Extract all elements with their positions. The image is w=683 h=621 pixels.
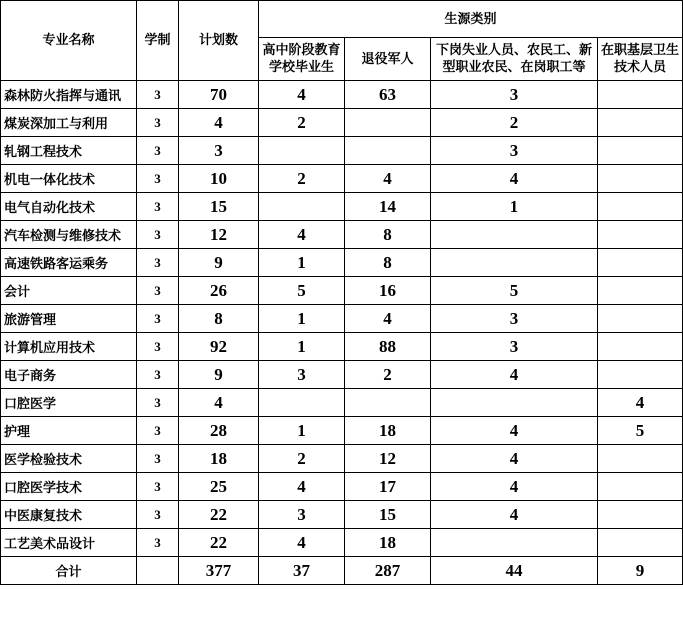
hs-grad-cell [259, 389, 345, 417]
veteran-cell [345, 137, 431, 165]
duration-cell: 3 [137, 137, 179, 165]
major-cell: 森林防火指挥与通讯 [1, 81, 137, 109]
table-row [1, 137, 683, 165]
plan-cell: 28 [179, 417, 259, 445]
laidoff-cell: 3 [431, 137, 598, 165]
hs-grad-cell: 2 [259, 165, 345, 193]
laidoff-cell [431, 249, 598, 277]
hs-grad-cell: 3 [259, 501, 345, 529]
major-cell: 机电一体化技术 [1, 165, 137, 193]
duration-cell: 3 [137, 193, 179, 221]
health-worker-cell [598, 81, 683, 109]
plan-cell: 10 [179, 165, 259, 193]
major-cell: 口腔医学 [1, 389, 137, 417]
table-row [1, 305, 683, 333]
table-row [1, 109, 683, 137]
health-worker-cell [598, 305, 683, 333]
hs-grad-cell: 2 [259, 109, 345, 137]
laidoff-cell: 4 [431, 361, 598, 389]
health-worker-cell: 5 [598, 417, 683, 445]
table-row [1, 333, 683, 361]
major-cell: 医学检验技术 [1, 445, 137, 473]
major-cell: 轧钢工程技术 [1, 137, 137, 165]
plan-cell: 92 [179, 333, 259, 361]
laidoff-cell: 4 [431, 501, 598, 529]
health-worker-cell: 4 [598, 389, 683, 417]
table-row [1, 277, 683, 305]
veteran-cell: 4 [345, 165, 431, 193]
health-worker-cell [598, 221, 683, 249]
veteran-cell: 14 [345, 193, 431, 221]
table-row [1, 193, 683, 221]
hs-grad-cell: 4 [259, 221, 345, 249]
veteran-cell: 88 [345, 333, 431, 361]
health-worker-cell [598, 361, 683, 389]
major-cell: 煤炭深加工与利用 [1, 109, 137, 137]
duration-cell: 3 [137, 417, 179, 445]
laidoff-cell [431, 221, 598, 249]
laidoff-cell: 3 [431, 333, 598, 361]
veteran-cell: 4 [345, 305, 431, 333]
hs-grad-cell: 5 [259, 277, 345, 305]
table-row [1, 221, 683, 249]
health-worker-cell [598, 193, 683, 221]
table-row [1, 165, 683, 193]
hs-grad-cell: 2 [259, 445, 345, 473]
duration-cell: 3 [137, 81, 179, 109]
major-cell: 会计 [1, 277, 137, 305]
major-cell: 电气自动化技术 [1, 193, 137, 221]
veteran-cell [345, 389, 431, 417]
hs-grad-cell [259, 137, 345, 165]
health-worker-cell [598, 277, 683, 305]
major-cell: 旅游管理 [1, 305, 137, 333]
plan-cell: 70 [179, 81, 259, 109]
major-cell: 中医康复技术 [1, 501, 137, 529]
table-row [1, 529, 683, 557]
major-cell: 口腔医学技术 [1, 473, 137, 501]
health-worker-cell [598, 137, 683, 165]
header-veterans: 退役军人 [345, 38, 431, 81]
laidoff-cell: 4 [431, 165, 598, 193]
plan-cell: 4 [179, 389, 259, 417]
laidoff-cell: 44 [431, 557, 598, 585]
plan-cell: 22 [179, 501, 259, 529]
health-worker-cell [598, 333, 683, 361]
major-cell: 汽车检测与维修技术 [1, 221, 137, 249]
laidoff-cell: 3 [431, 305, 598, 333]
laidoff-cell: 5 [431, 277, 598, 305]
header-laidoff-workers: 下岗失业人员、农民工、新型职业农民、在岗职工等 [431, 38, 598, 81]
table-body [1, 81, 683, 585]
major-cell: 工艺美术品设计 [1, 529, 137, 557]
veteran-cell: 15 [345, 501, 431, 529]
hs-grad-cell: 1 [259, 333, 345, 361]
total-row [1, 557, 683, 585]
duration-cell: 3 [137, 109, 179, 137]
laidoff-cell: 1 [431, 193, 598, 221]
health-worker-cell [598, 445, 683, 473]
duration-cell: 3 [137, 473, 179, 501]
veteran-cell: 18 [345, 417, 431, 445]
veteran-cell: 12 [345, 445, 431, 473]
veteran-cell: 2 [345, 361, 431, 389]
duration-cell: 3 [137, 361, 179, 389]
duration-cell: 3 [137, 529, 179, 557]
table-row [1, 361, 683, 389]
hs-grad-cell: 3 [259, 361, 345, 389]
header-duration: 学制 [137, 1, 179, 81]
duration-cell: 3 [137, 445, 179, 473]
plan-cell: 4 [179, 109, 259, 137]
health-worker-cell [598, 473, 683, 501]
table-row [1, 389, 683, 417]
header-health-workers: 在职基层卫生技术人员 [598, 38, 683, 81]
header-major: 专业名称 [1, 1, 137, 81]
major-cell: 计算机应用技术 [1, 333, 137, 361]
laidoff-cell: 2 [431, 109, 598, 137]
hs-grad-cell: 1 [259, 305, 345, 333]
health-worker-cell [598, 529, 683, 557]
table-row [1, 417, 683, 445]
plan-cell: 8 [179, 305, 259, 333]
duration-cell: 3 [137, 389, 179, 417]
plan-cell: 26 [179, 277, 259, 305]
major-cell: 合计 [1, 557, 137, 585]
laidoff-cell [431, 529, 598, 557]
plan-cell: 377 [179, 557, 259, 585]
hs-grad-cell: 4 [259, 81, 345, 109]
laidoff-cell [431, 389, 598, 417]
duration-cell: 3 [137, 305, 179, 333]
hs-grad-cell: 4 [259, 529, 345, 557]
veteran-cell: 16 [345, 277, 431, 305]
header-highschool-grads: 高中阶段教育学校毕业生 [259, 38, 345, 81]
hs-grad-cell: 4 [259, 473, 345, 501]
hs-grad-cell: 1 [259, 417, 345, 445]
header-plan-count: 计划数 [179, 1, 259, 81]
major-cell: 电子商务 [1, 361, 137, 389]
table-row [1, 81, 683, 109]
major-cell: 高速铁路客运乘务 [1, 249, 137, 277]
laidoff-cell: 3 [431, 81, 598, 109]
health-worker-cell [598, 165, 683, 193]
veteran-cell [345, 109, 431, 137]
veteran-cell: 63 [345, 81, 431, 109]
table-row [1, 501, 683, 529]
plan-cell: 15 [179, 193, 259, 221]
laidoff-cell: 4 [431, 473, 598, 501]
health-worker-cell: 9 [598, 557, 683, 585]
health-worker-cell [598, 249, 683, 277]
plan-cell: 9 [179, 249, 259, 277]
health-worker-cell [598, 501, 683, 529]
duration-cell: 3 [137, 277, 179, 305]
veteran-cell: 17 [345, 473, 431, 501]
plan-cell: 22 [179, 529, 259, 557]
duration-cell: 3 [137, 221, 179, 249]
hs-grad-cell: 37 [259, 557, 345, 585]
duration-cell: 3 [137, 333, 179, 361]
veteran-cell: 18 [345, 529, 431, 557]
duration-cell [137, 557, 179, 585]
hs-grad-cell [259, 193, 345, 221]
plan-cell: 9 [179, 361, 259, 389]
duration-cell: 3 [137, 501, 179, 529]
veteran-cell: 8 [345, 221, 431, 249]
health-worker-cell [598, 109, 683, 137]
plan-cell: 18 [179, 445, 259, 473]
duration-cell: 3 [137, 165, 179, 193]
header-row-top [1, 1, 683, 38]
plan-cell: 12 [179, 221, 259, 249]
veteran-cell: 8 [345, 249, 431, 277]
hs-grad-cell: 1 [259, 249, 345, 277]
plan-cell: 3 [179, 137, 259, 165]
header-source-category: 生源类别 [259, 1, 683, 38]
plan-cell: 25 [179, 473, 259, 501]
duration-cell: 3 [137, 249, 179, 277]
veteran-cell: 287 [345, 557, 431, 585]
major-cell: 护理 [1, 417, 137, 445]
laidoff-cell: 4 [431, 445, 598, 473]
table-row [1, 473, 683, 501]
table-row [1, 249, 683, 277]
table-row [1, 445, 683, 473]
laidoff-cell: 4 [431, 417, 598, 445]
